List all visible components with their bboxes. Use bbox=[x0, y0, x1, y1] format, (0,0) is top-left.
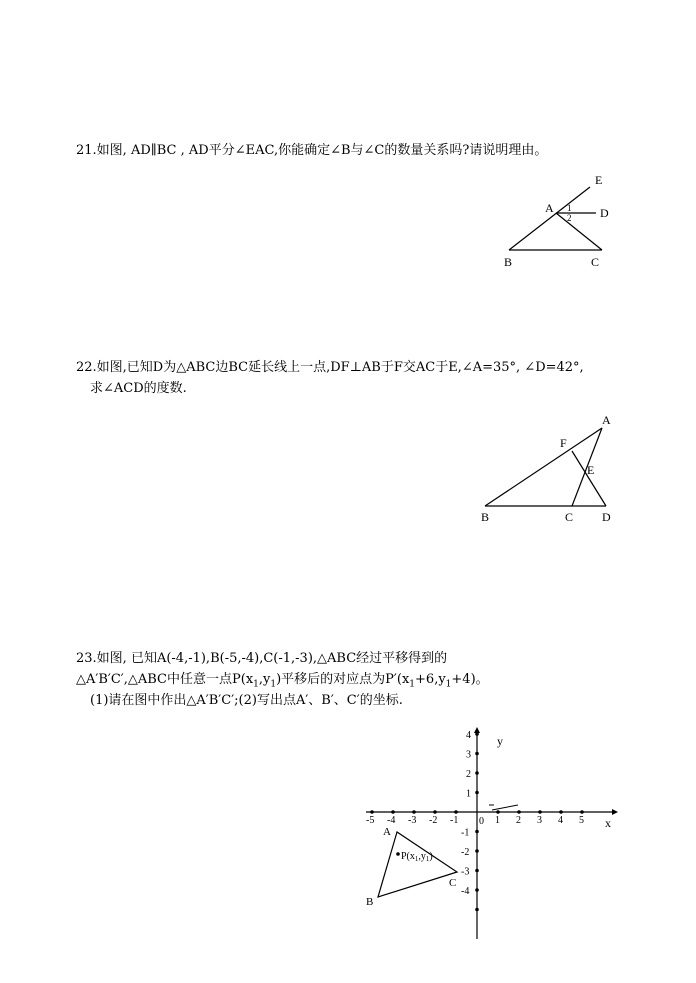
y-tick-label: 1 bbox=[466, 788, 471, 800]
y-axis-label: y bbox=[497, 734, 503, 748]
question-23-line2: △A′B′C′,△ABC中任意一点$P(x_1,y_1)$平移后的对应点为$P'(x_1+6,y_1+4)$。 bbox=[76, 672, 489, 690]
question-23-line1: 23.如图, 已知A(-4,-1),B(-5,-4),C(-1,-3),△ABC经过平移得到的 bbox=[76, 651, 448, 666]
y-tick-dot bbox=[475, 791, 479, 795]
label-A: A bbox=[602, 413, 611, 427]
point-P bbox=[396, 852, 400, 856]
line-AC bbox=[556, 213, 602, 250]
x-tick-dot bbox=[496, 810, 500, 814]
triangle-ABC bbox=[378, 832, 457, 897]
y-tick-dot bbox=[475, 732, 479, 736]
x-tick-dot bbox=[559, 810, 563, 814]
question-21-text: 21.如图, AD∥BC , AD平分∠EAC,你能确定∠B与∠C的数量关系吗?请说明理由。 bbox=[76, 143, 548, 158]
label-A: A bbox=[545, 201, 554, 215]
x-tick-dot bbox=[412, 810, 416, 814]
label-D: D bbox=[602, 510, 611, 524]
y-tick-dot bbox=[475, 849, 479, 853]
label-P: $P(x_1,y_1)$ bbox=[401, 851, 433, 863]
x-tick-dot bbox=[538, 810, 542, 814]
figure-q22 bbox=[476, 410, 636, 530]
y-tick-label: -4 bbox=[461, 886, 470, 897]
y-tick-label: 3 bbox=[466, 749, 471, 761]
label-A: A bbox=[383, 826, 391, 838]
question-23-line3: (1)请在图中作出△A′B′C′;(2)写出点A′、B′、C′的坐标. bbox=[90, 693, 403, 708]
question-22-line2: 求∠ACD的度数. bbox=[90, 381, 187, 396]
y-ticks bbox=[461, 730, 479, 911]
x-tick-dot bbox=[391, 810, 395, 814]
y-tick-dot bbox=[475, 830, 479, 834]
question-22-line1: 22.如图,已知D为△ABC边BC延长线上一点,DF⊥AB于F交AC于E,∠A=35°, ∠D=42°, bbox=[76, 360, 584, 375]
x-tick-dot bbox=[370, 810, 374, 814]
y-tick-dot bbox=[475, 869, 479, 873]
line-DF bbox=[572, 451, 606, 506]
x-tick-dot bbox=[433, 810, 437, 814]
x-tick-label: -5 bbox=[366, 815, 375, 826]
line-BA bbox=[485, 428, 602, 506]
label-E: E bbox=[595, 173, 603, 187]
label-C: C bbox=[591, 255, 600, 269]
angle-label-2: 2 bbox=[567, 213, 572, 223]
label-F: F bbox=[560, 436, 567, 450]
y-tick-label: 4 bbox=[466, 730, 471, 741]
origin-mark bbox=[492, 805, 518, 810]
x-tick-label: 4 bbox=[558, 815, 563, 826]
y-tick-label: -1 bbox=[461, 827, 470, 839]
origin-label: 0 bbox=[479, 816, 484, 827]
x-tick-dot bbox=[454, 810, 458, 814]
y-tick-dot bbox=[475, 888, 479, 892]
label-E: E bbox=[587, 463, 595, 477]
x-tick-label: -2 bbox=[429, 815, 438, 826]
x-axis-label: x bbox=[605, 816, 611, 830]
x-tick-label: 5 bbox=[579, 815, 584, 826]
x-tick-dot bbox=[517, 810, 521, 814]
label-B: B bbox=[481, 510, 490, 524]
label-B: B bbox=[504, 255, 513, 269]
label-C: C bbox=[449, 877, 457, 889]
label-D: D bbox=[600, 206, 609, 220]
x-tick-label: 3 bbox=[537, 815, 542, 826]
figure-q23-coordinate-plane bbox=[360, 725, 620, 945]
y-tick-dot bbox=[475, 771, 479, 775]
y-tick-label: -2 bbox=[461, 847, 470, 858]
x-tick-label: -1 bbox=[450, 815, 459, 826]
figure-q21 bbox=[496, 170, 636, 270]
y-tick-label: 2 bbox=[466, 769, 471, 780]
x-axis-arrow bbox=[612, 809, 618, 815]
y-axis-arrow bbox=[474, 727, 480, 733]
x-tick-label: 1 bbox=[495, 815, 500, 826]
x-tick-dot bbox=[580, 810, 584, 814]
x-tick-label: 2 bbox=[516, 815, 521, 826]
line-BA-extended-E bbox=[509, 187, 590, 250]
y-tick-label: -3 bbox=[461, 866, 470, 878]
label-C: C bbox=[565, 510, 574, 524]
x-tick-label: -3 bbox=[408, 815, 417, 826]
x-tick-label: -4 bbox=[387, 815, 396, 826]
y-tick-dot bbox=[475, 908, 479, 912]
angle-label-1: 1 bbox=[567, 203, 572, 213]
y-tick-dot bbox=[475, 752, 479, 756]
label-B: B bbox=[366, 896, 374, 908]
